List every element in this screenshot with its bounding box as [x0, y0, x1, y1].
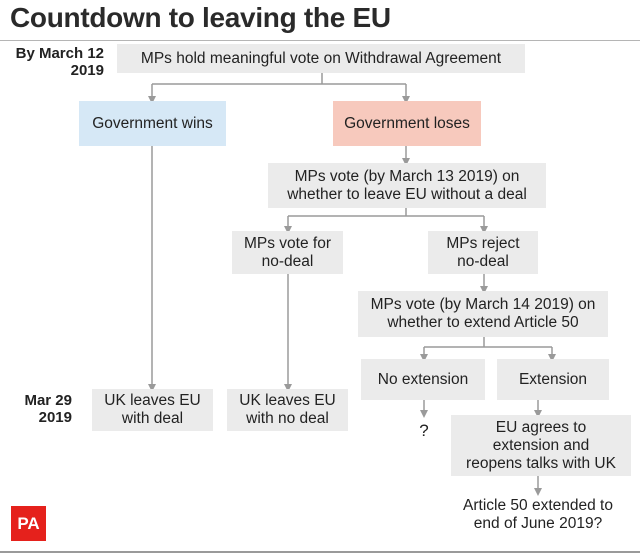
bottom-border: [0, 551, 640, 553]
box-government-wins: Government wins: [79, 101, 226, 146]
date-label-march-29: Mar 29 2019: [24, 392, 72, 426]
box-vote-extend: MPs vote (by March 14 2019) on whether to extend Article 50: [358, 291, 608, 337]
connector-nodeal-split: [288, 208, 484, 216]
page-title: Countdown to leaving the EU: [10, 2, 391, 33]
connector-extend-split: [424, 337, 552, 347]
connector-vote-split: [152, 72, 406, 84]
box-eu-agrees: EU agrees to extension and reopens talks with UK: [451, 415, 631, 476]
text-unknown-outcome: ?: [419, 421, 429, 440]
box-no-extension: No extension: [361, 359, 485, 400]
box-meaningful-vote: MPs hold meaningful vote on Withdrawal Agreement: [117, 44, 525, 73]
box-reject-no-deal: MPs reject no-deal: [428, 231, 538, 274]
pa-logo: PA: [11, 506, 46, 541]
box-government-loses: Government loses: [333, 101, 481, 146]
box-leaves-no-deal: UK leaves EU with no deal: [227, 389, 348, 431]
box-leaves-with-deal: UK leaves EU with deal: [92, 389, 213, 431]
box-vote-no-deal: MPs vote (by March 13 2019) on whether to leave EU without a deal: [268, 163, 546, 208]
date-label-march-12: By March 12 2019: [15, 45, 104, 79]
box-extension: Extension: [497, 359, 609, 400]
box-vote-for-no-deal: MPs vote for no-deal: [232, 231, 343, 274]
text-article-50-extended: Article 50 extended to end of June 2019?: [463, 497, 613, 532]
